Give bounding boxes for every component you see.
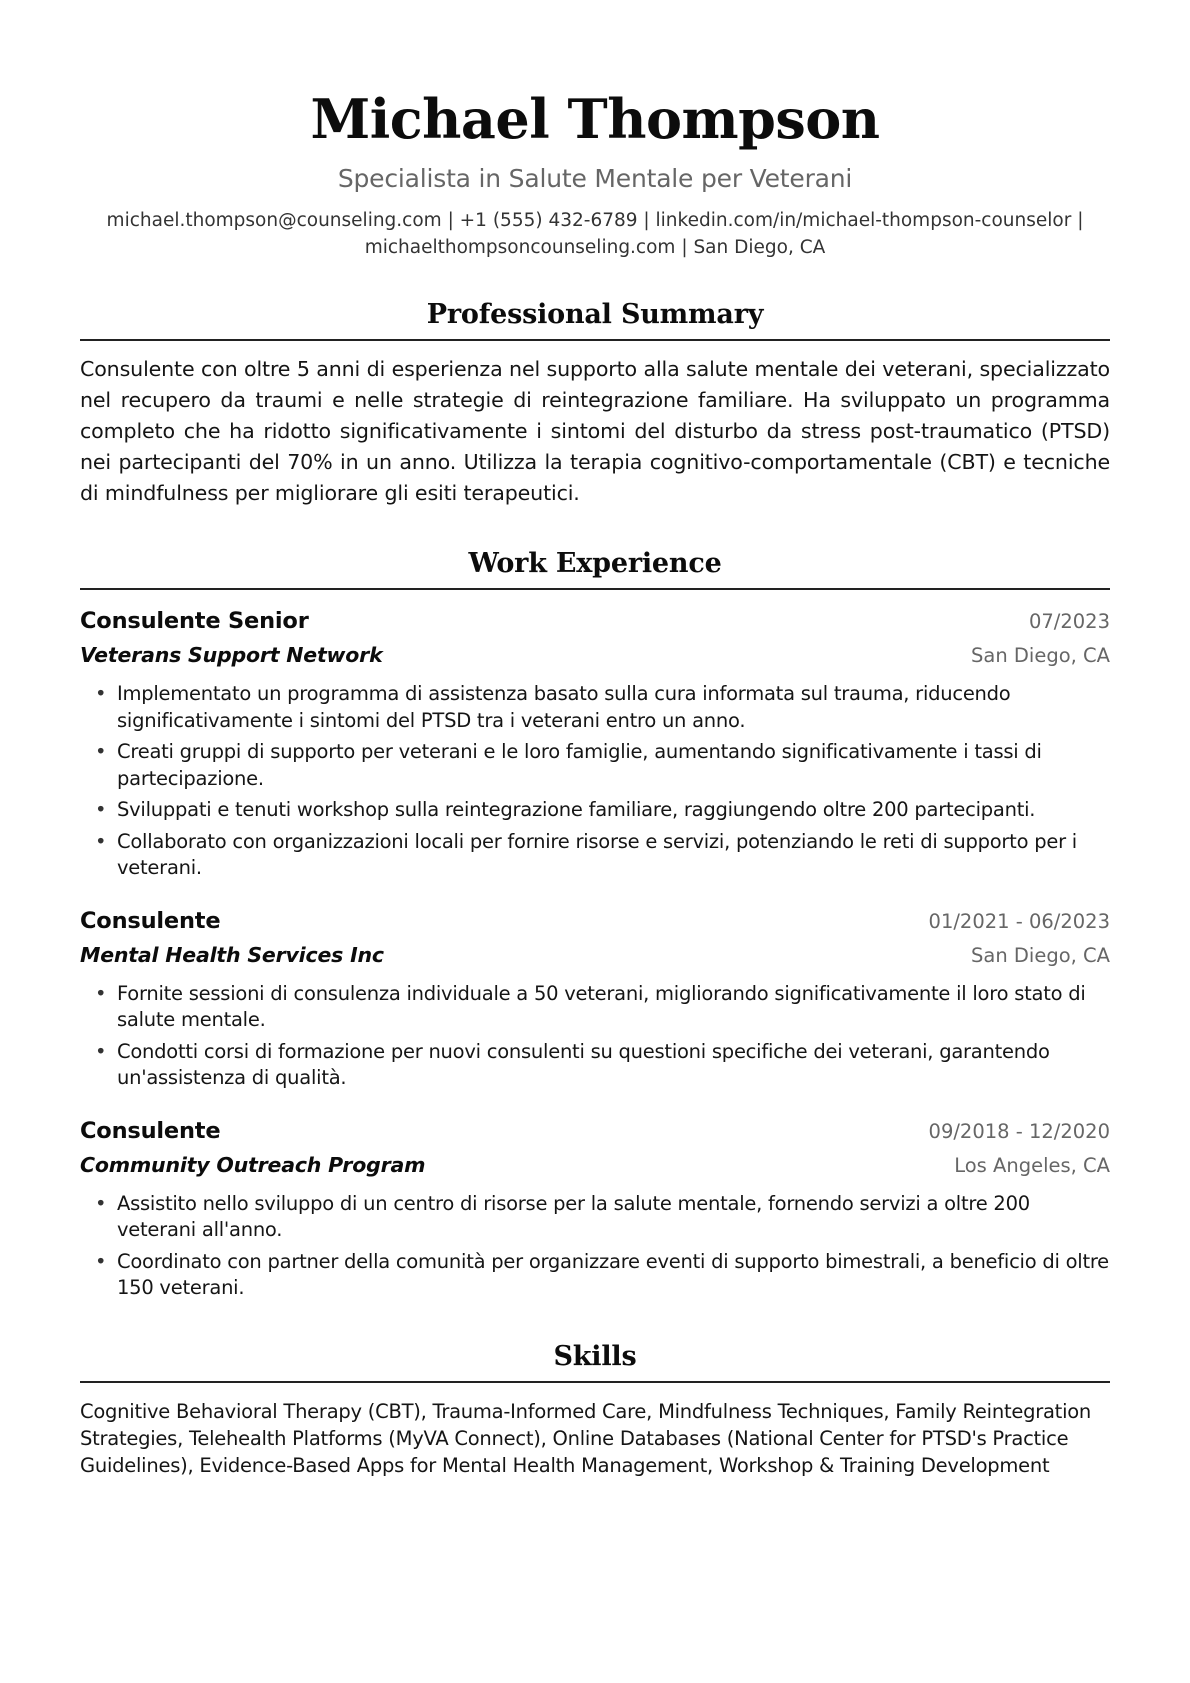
- job-date: 01/2021 - 06/2023: [928, 909, 1110, 933]
- skills-section: [80, 1340, 1110, 1479]
- job-bullets: [80, 981, 1110, 1092]
- bullet-item: • Fornite sessioni di consulenza individuale a 50 veterani, migliorando significativamente il loro stato di salute mentale.: [80, 981, 1110, 1034]
- job-location: Los Angeles, CA: [954, 1153, 1110, 1177]
- job-entry: [80, 605, 1110, 882]
- job-entry: [80, 905, 1110, 1092]
- bullet-item: • Assistito nello sviluppo di un centro di risorse per la salute mentale, fornendo servizi a oltre 200 veterani all'anno.: [80, 1191, 1110, 1244]
- job-entry: [80, 1115, 1110, 1302]
- contact-line-2: michaelthompsoncounseling.com | San Diego, CA: [364, 237, 826, 258]
- job-location: San Diego, CA: [971, 644, 1110, 667]
- experience-heading: Work Experience: [80, 547, 1110, 590]
- bullet-item: • Condotti corsi di formazione per nuovi consulenti su questioni specifiche dei veterani, garantendo un'assistenza di qualità.: [80, 1039, 1110, 1092]
- job-company: Community Outreach Program: [80, 1152, 426, 1177]
- job-date: 07/2023: [1028, 610, 1110, 633]
- bullet-item: • Creati gruppi di supporto per veterani e le loro famiglie, aumentando significativamente i tassi di partecipazione.: [80, 739, 1110, 792]
- bullet-item: • Sviluppati e tenuti workshop sulla reintegrazione familiare, raggiungendo oltre 200 partecipanti.: [80, 797, 1110, 824]
- job-company: Veterans Support Network: [80, 643, 383, 667]
- summary-section: [80, 298, 1110, 509]
- job-bullets: [80, 681, 1110, 882]
- skills-heading: Skills: [80, 1340, 1110, 1383]
- contact-line-1: michael.thompson@counseling.com | +1 (555) 432-6789 | linkedin.com/in/michael-thompson-counselor |: [106, 210, 1084, 231]
- candidate-title: Specialista in Salute Mentale per Veterani: [337, 164, 853, 193]
- job-date: 09/2018 - 12/2020: [928, 1119, 1110, 1143]
- summary-text: Consulente con oltre 5 anni di esperienza nel supporto alla salute mentale dei veterani, specializzato nel recupero da traumi e nelle strategie di reintegrazione familiare. Ha sviluppato un programma completo che ha ridotto significativamente i sintomi del disturbo da stress post-traumatico (PTSD) nei partecipanti del 70% in un anno. Utilizza la terapia cognitivo-comportamentale (CBT) e tecniche di mindfulness per migliorare gli esiti terapeutici.: [80, 357, 1110, 505]
- job-location: San Diego, CA: [971, 943, 1110, 967]
- bullet-item: • Coordinato con partner della comunità per organizzare eventi di supporto bimestrali, a beneficio di oltre 150 veterani.: [80, 1249, 1110, 1302]
- bullet-item: • Implementato un programma di assistenza basato sulla cura informata sul trauma, riducendo significativamente i sintomi del PTSD tra i veterani entro un anno.: [80, 681, 1110, 734]
- job-company: Mental Health Services Inc: [80, 942, 384, 967]
- contact-info: [80, 207, 1110, 261]
- job-role: Consulente Senior: [80, 608, 309, 634]
- candidate-name: Michael Thompson: [310, 87, 880, 151]
- skills-text: Cognitive Behavioral Therapy (CBT), Trauma-Informed Care, Mindfulness Techniques, Family Reintegration Strategies, Telehealth Platforms (MyVA Connect), Online Databases (National Center for PTSD's Practice Guidelines), Evidence-Based Apps for Mental Health Management, Workshop & Training Development: [80, 1399, 1092, 1477]
- job-bullets: [80, 1191, 1110, 1302]
- job-role: Consulente: [80, 907, 221, 934]
- summary-heading: Professional Summary: [80, 298, 1110, 341]
- experience-section: [80, 547, 1110, 1302]
- bullet-item: • Collaborato con organizzazioni locali per fornire risorse e servizi, potenziando le reti di supporto per i veterani.: [80, 829, 1110, 882]
- job-role: Consulente: [80, 1117, 221, 1144]
- resume-header: [80, 0, 1110, 261]
